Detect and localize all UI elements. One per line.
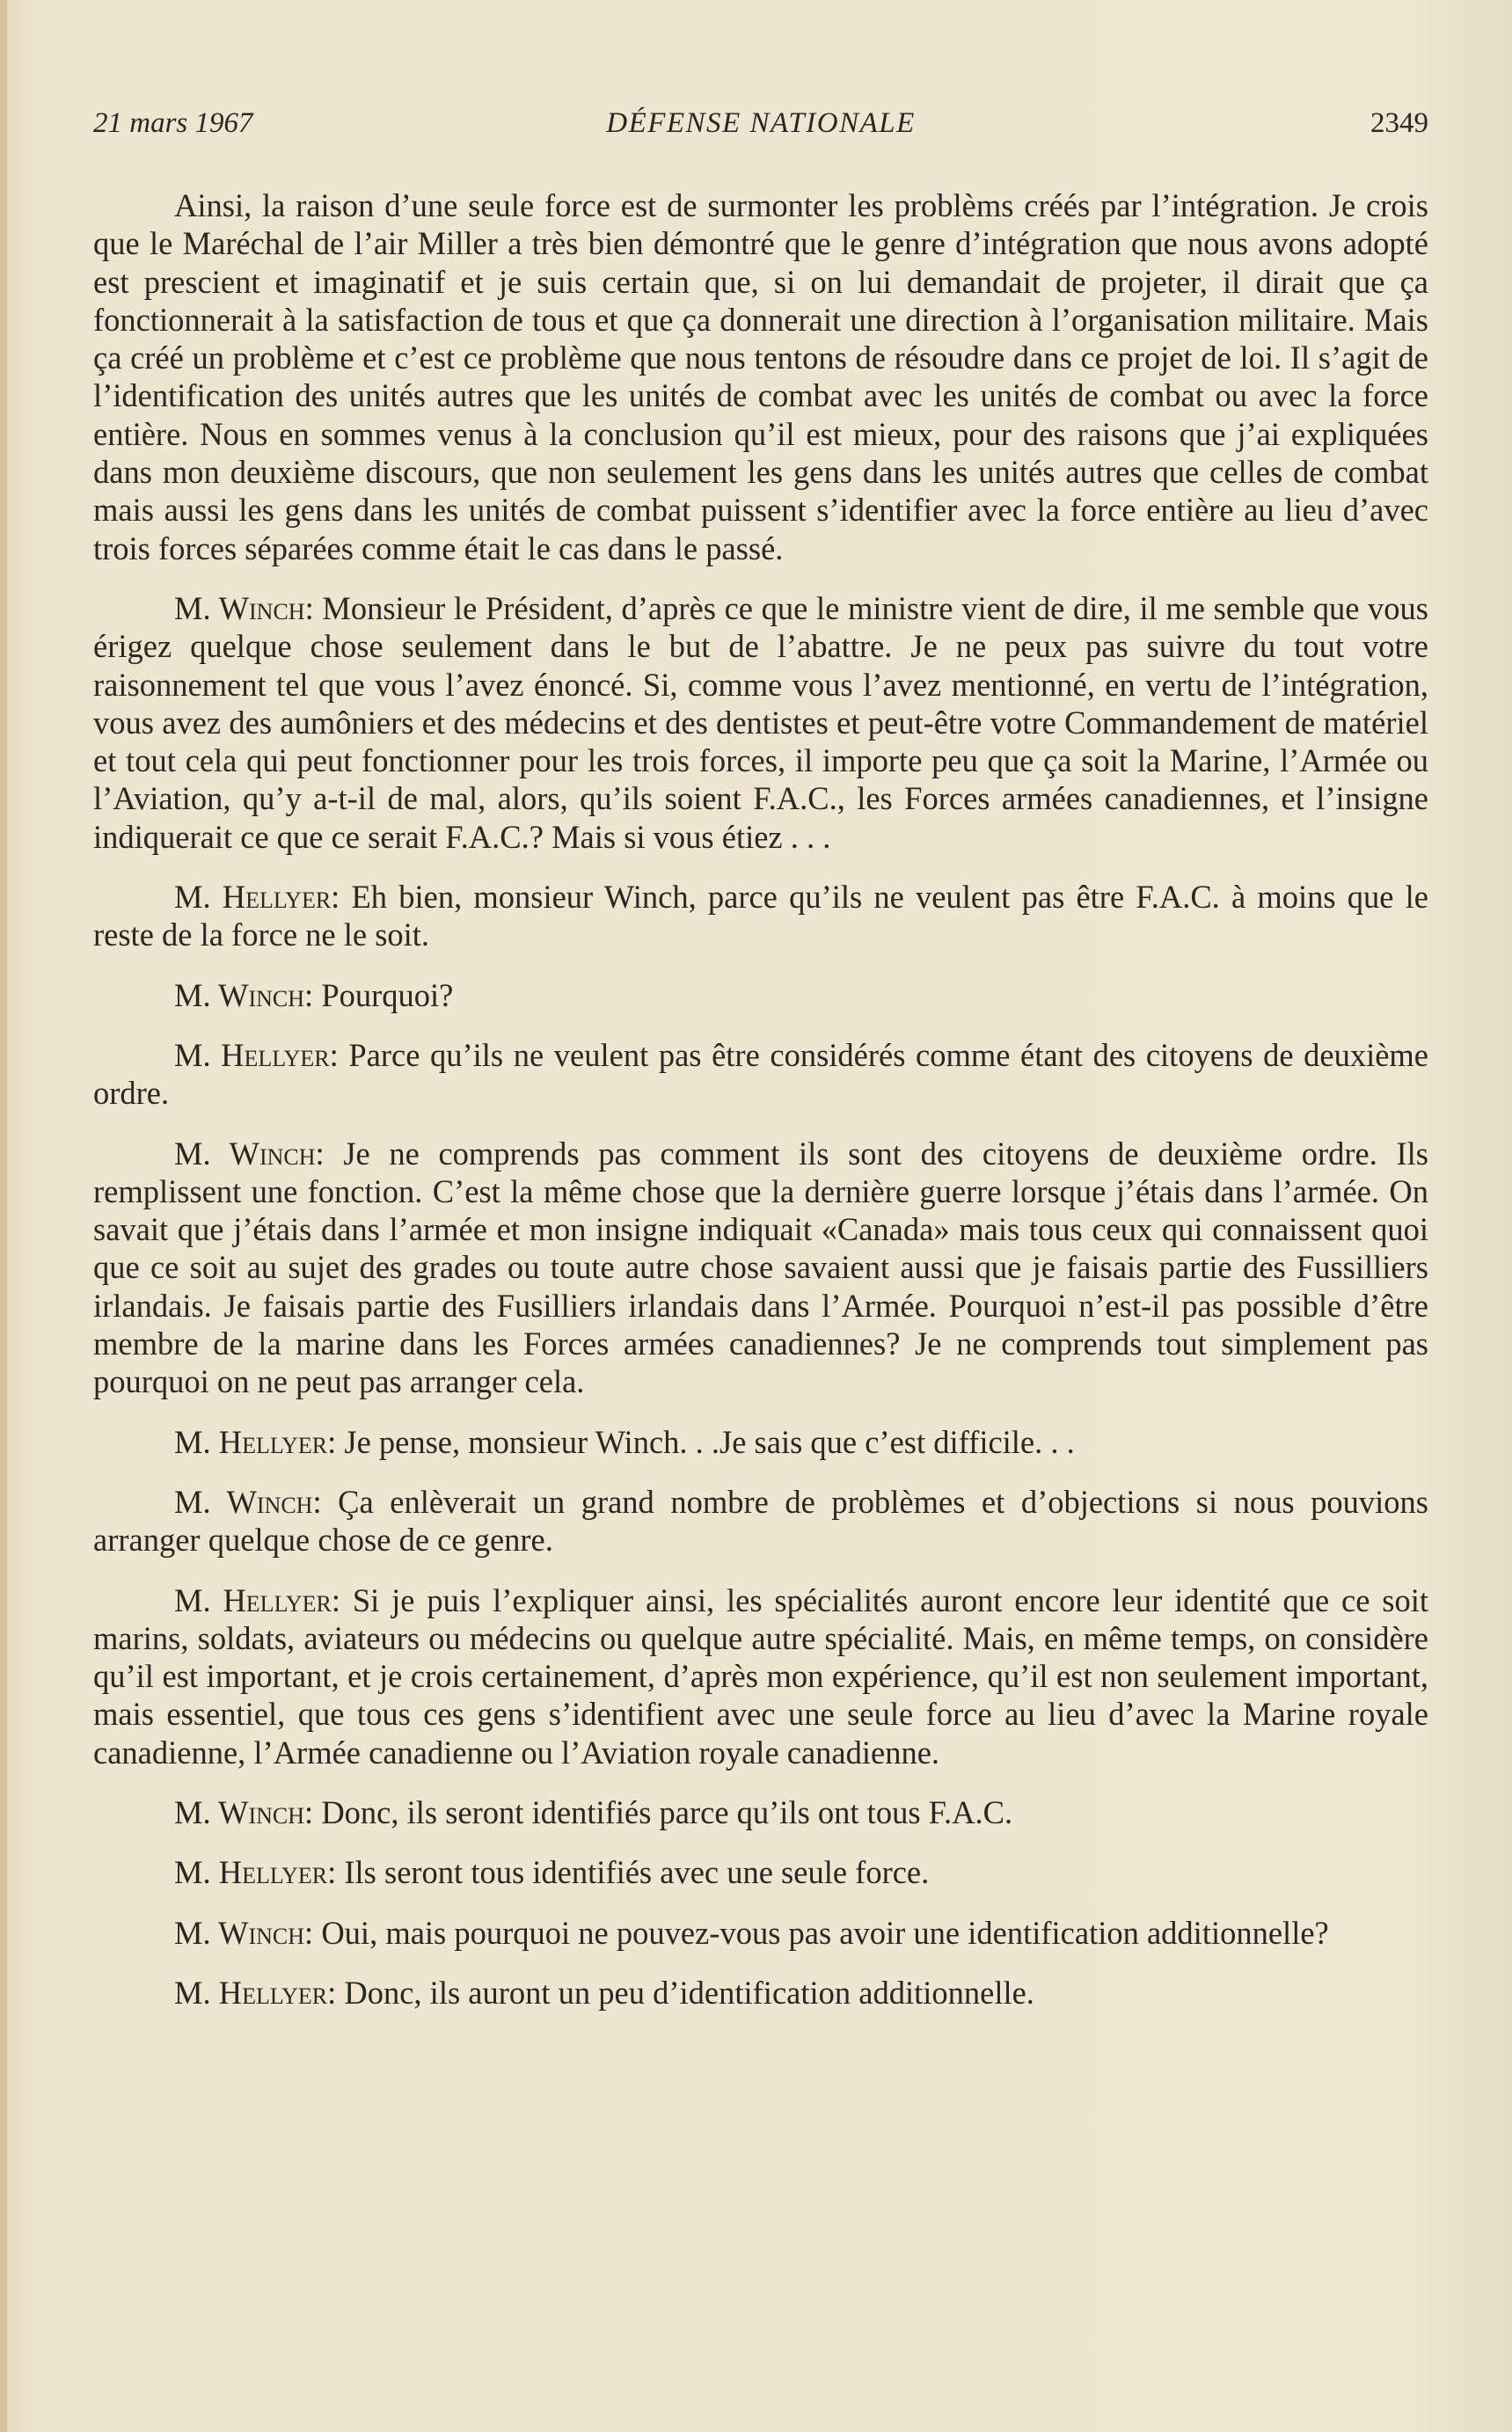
paragraph-text: Ils seront tous identifiés avec une seule force.	[344, 1854, 930, 1891]
paragraph	[93, 186, 1428, 567]
speaker-label: M. Hellyer:	[174, 1581, 340, 1618]
paragraph	[93, 1853, 1428, 1891]
header-date: 21 mars 1967	[93, 107, 253, 139]
speaker-label: M. Hellyer:	[174, 879, 340, 916]
paragraph-text: Donc, ils seront identifiés parce qu’ils ont tous F.A.C.	[321, 1793, 1013, 1830]
speaker-label: M. Winch:	[174, 976, 314, 1013]
paragraph-text: Pourquoi?	[321, 976, 454, 1013]
paragraph	[93, 1135, 1428, 1401]
paragraph	[93, 878, 1428, 954]
speaker-label: M. Winch:	[174, 1793, 314, 1830]
paragraph	[93, 1581, 1428, 1771]
speaker-label: M. Winch:	[174, 1483, 322, 1520]
page-header	[93, 107, 1428, 151]
paragraph-text: Si je puis l’expliquer ainsi, les spécialités auront encore leur identité que ce soit marins, soldats, aviateurs ou médecins ou quelque autre spécialité. Mais, en même temps, on considère qu’il est important, et je crois certainement, d’après mon expérience, qu’il est non seulement important, mais essentiel, que tous ces gens s’identifient avec une seule force au lieu d’avec la Marine royale canadienne, l’Armée canadienne ou l’Aviation royale canadienne.	[93, 1581, 1428, 1771]
paragraph-text: Donc, ils auront un peu d’identification additionnelle.	[344, 1974, 1034, 2011]
speaker-label: M. Hellyer:	[174, 1036, 339, 1073]
speaker-label: M. Winch:	[174, 1135, 325, 1172]
speaker-label: M. Winch:	[174, 589, 314, 626]
paragraph-text: Ainsi, la raison d’une seule force est de surmonter les problèms créés par l’intégration. Je crois que le Maréchal de l’air Miller a très bien démontré que le genre d’intégration que nous avons adopté est prescient et imaginatif et je suis certain que, si on lui demandait de projeter, il dirait que ça fonctionnerait à la satisfaction de tous et que ça donnerait une direction à l’organisation militaire. Mais ça créé un problème et c’est ce problème que nous tentons de résoudre dans ce projet de loi. Il s’agit de l’identification des unités autres que les unités de combat avec les unités de combat ou avec la force entière. Nous en sommes venus à la conclusion qu’il est mieux, pour des raisons que j’ai expliquées dans mon deuxième discours, que non seulement les gens dans les unités autres que celles de combat mais aussi les gens dans les unités de combat puissent s’identifier avec la force entière au lieu d’avec trois forces séparées comme était le cas dans le passé.	[93, 187, 1428, 566]
paragraph	[93, 1974, 1428, 2012]
speaker-label: M. Hellyer:	[174, 1423, 337, 1460]
body-text	[93, 186, 1428, 2034]
paragraph	[93, 1793, 1428, 1831]
paragraph	[93, 589, 1428, 856]
header-page-number: 2349	[1370, 107, 1428, 139]
paragraph-text: Je ne comprends pas comment ils sont des citoyens de deuxième ordre. Ils remplissent une fonction. C’est la même chose que la dernière guerre lorsque j’étais dans l’armée. On savait que j’étais dans l’armée et mon insigne indiquait «Canada» mais tous ceux qui connaissent quoi que ce soit au sujet des grades ou toute autre chose savaient aussi que je faisais partie des Fussilliers irlandais. Je faisais partie des Fusilliers irlandais dans l’Armée. Pourquoi n’est-il pas possible d’être membre de la marine dans les Forces armées canadiennes? Je ne comprends tout simplement pas pourquoi on ne peut pas arranger cela.	[93, 1135, 1428, 1400]
paragraph-text: Eh bien, monsieur Winch, parce qu’ils ne veulent pas être F.A.C. à moins que le reste de la force ne le soit.	[93, 879, 1429, 953]
paragraph	[93, 1483, 1428, 1559]
header-title: DÉFENSE NATIONALE	[606, 107, 916, 139]
speaker-label: M. Hellyer:	[174, 1974, 337, 2011]
paragraph	[93, 1423, 1428, 1461]
page-edge	[0, 0, 7, 2432]
paragraph-text: Oui, mais pourquoi ne pouvez-vous pas avoir une identification additionnelle?	[321, 1914, 1329, 1951]
paragraph	[93, 1914, 1428, 1952]
paragraph	[93, 1036, 1428, 1113]
paragraph-text: Je pense, monsieur Winch. . .Je sais que c’est difficile. . .	[344, 1423, 1075, 1460]
paragraph-text: Monsieur le Président, d’après ce que le ministre vient de dire, il me semble que vous érigez quelque chose seulement dans le but de l’abattre. Je ne peux pas suivre du tout votre raisonnement tel que vous l’avez énoncé. Si, comme vous l’avez mentionné, en vertu de l’intégration, vous avez des aumôniers et des médecins et des dentistes et peut-être votre Commandement de matériel et tout cela qui peut fonctionner pour les trois forces, il importe peu que ça soit la Marine, l’Armée ou l’Aviation, qu’y a-t-il de mal, alors, qu’ils soient F.A.C., les Forces armées canadiennes, et l’insigne indiquerait ce que ce serait F.A.C.? Mais si vous étiez . . .	[93, 589, 1428, 855]
speaker-label: M. Hellyer:	[174, 1854, 337, 1891]
speaker-label: M. Winch:	[174, 1914, 314, 1951]
paragraph-text: Parce qu’ils ne veulent pas être considérés comme étant des citoyens de deuxième ordre.	[93, 1036, 1429, 1112]
paragraph-text: Ça enlèverait un grand nombre de problèmes et d’objections si nous pouvions arranger quelque chose de ce genre.	[93, 1483, 1429, 1559]
paragraph	[93, 976, 1428, 1014]
